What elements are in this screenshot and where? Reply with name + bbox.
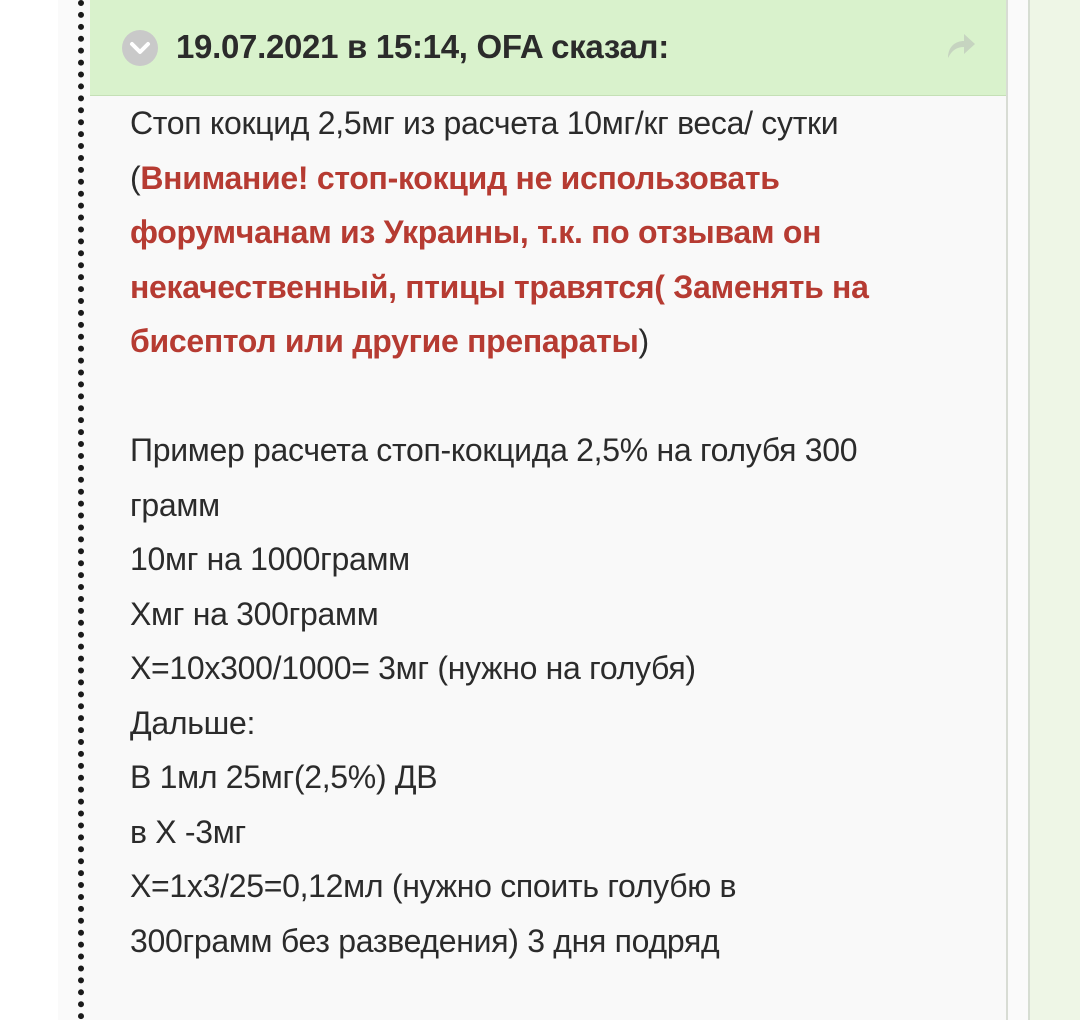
page-margin [0, 0, 58, 1020]
warning-line [130, 151, 990, 206]
calculation-line: Дальше: [130, 704, 256, 741]
calculation-line: 300грамм без разведения) 3 дня подряд [130, 922, 720, 959]
example-line: Пример расчета стоп-кокцида 2,5% на голубя 300 [130, 432, 858, 468]
warning-text: Внимание! стоп-кокцид не использовать [140, 159, 780, 196]
example-line: грамм [130, 486, 220, 523]
warning-close-paren: ) [638, 323, 649, 359]
calculation-line: Х=1х3/25=0,12мл (нужно споить голубю в [130, 868, 737, 904]
calculation-line: Хмг на 300грамм [130, 595, 379, 632]
quote-attribution[interactable]: 19.07.2021 в 15:14, OFA сказал: [176, 28, 669, 65]
warning-text: бисептол или другие препараты [130, 323, 639, 359]
share-arrow-icon[interactable] [942, 28, 978, 64]
quote-block [78, 0, 1008, 1020]
calculation-line: Х=10х300/1000= 3мг (нужно на голубя) [130, 650, 696, 686]
warning-open-paren: ( [130, 159, 141, 196]
calculation-line: В 1мл 25мг(2,5%) ДВ [130, 759, 438, 795]
warning-text: некачественный, птицы травятся( Заменять на [130, 268, 869, 305]
warning-text: форумчанам из Украины, т.к. по отзывам он [130, 214, 822, 250]
calculation-line: в Х -3мг [130, 813, 246, 850]
chevron-down-icon[interactable] [122, 30, 158, 66]
dosage-line: Стоп кокцид 2,5мг из расчета 10мг/кг веса/ сутки [130, 105, 839, 141]
blank-line [130, 369, 990, 424]
quote-content [130, 96, 990, 968]
calculation-line: 10мг на 1000грамм [130, 541, 410, 577]
quote-header [90, 0, 1006, 96]
warning-line [130, 314, 990, 369]
